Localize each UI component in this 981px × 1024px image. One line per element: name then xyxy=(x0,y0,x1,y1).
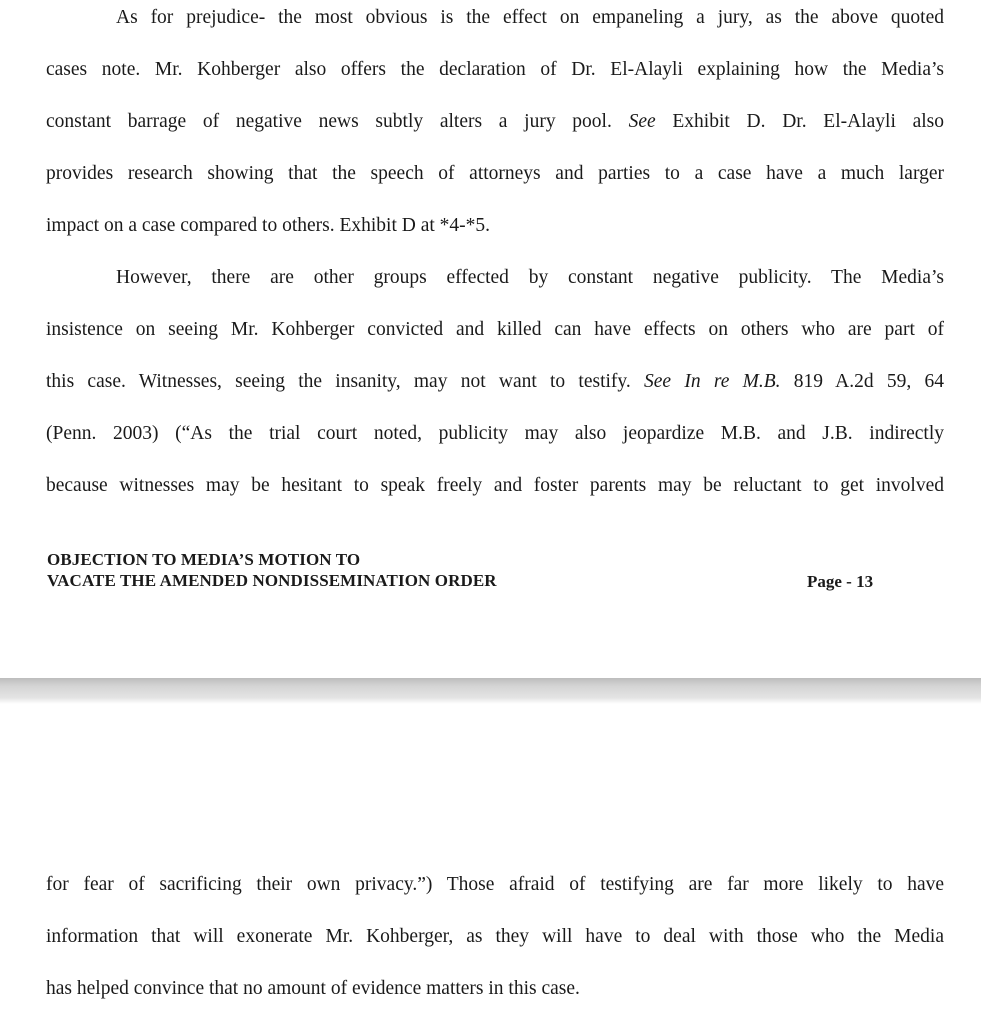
paragraph-line: information that will exonerate Mr. Kohberger, as they will have to deal with those who the Media xyxy=(46,926,944,947)
document-page-14 xyxy=(0,698,981,1024)
paragraph-line: However, there are other groups effected by constant negative publicity. The Media’s xyxy=(116,267,944,288)
page-separator xyxy=(0,678,981,698)
document-footer-title xyxy=(47,549,497,591)
page-separator-shadow xyxy=(0,698,981,704)
paragraph-line: for fear of sacrificing their own privacy.”) Those afraid of testifying are far more likely to have xyxy=(46,874,944,895)
citation-signal: See xyxy=(628,111,656,132)
footer-title-line-1: OBJECTION TO MEDIA’S MOTION TO xyxy=(47,550,361,569)
paragraph-line: because witnesses may be hesitant to speak freely and foster parents may be reluctant to get involved xyxy=(46,475,944,496)
paragraph-line: insistence on seeing Mr. Kohberger convicted and killed can have effects on others who are part of xyxy=(46,319,944,340)
page-number: Page - 13 xyxy=(807,572,874,591)
paragraph-line: constant barrage of negative news subtly alters a jury pool. See Exhibit D. Dr. El-Alayli also xyxy=(46,111,944,132)
paragraph-line: this case. Witnesses, seeing the insanity, may not want to testify. See In re M.B. 819 A.2d 59, 64 xyxy=(46,371,944,392)
paragraph-line: As for prejudice- the most obvious is the effect on empaneling a jury, as the above quoted xyxy=(116,7,944,28)
paragraph-line: provides research showing that the speech of attorneys and parties to a case have a much larger xyxy=(46,163,944,184)
paragraph-line: cases note. Mr. Kohberger also offers the declaration of Dr. El-Alayli explaining how the Media’s xyxy=(46,59,944,80)
footer-title-line-2: VACATE THE AMENDED NONDISSEMINATION ORDER xyxy=(47,571,497,590)
case-citation: See In re M.B. xyxy=(644,371,781,392)
paragraph-line: has helped convince that no amount of evidence matters in this case. xyxy=(46,978,580,999)
paragraph-line: (Penn. 2003) (“As the trial court noted, publicity may also jeopardize M.B. and J.B. indirectly xyxy=(46,423,944,444)
paragraph-line: impact on a case compared to others. Exhibit D at *4-*5. xyxy=(46,215,491,236)
